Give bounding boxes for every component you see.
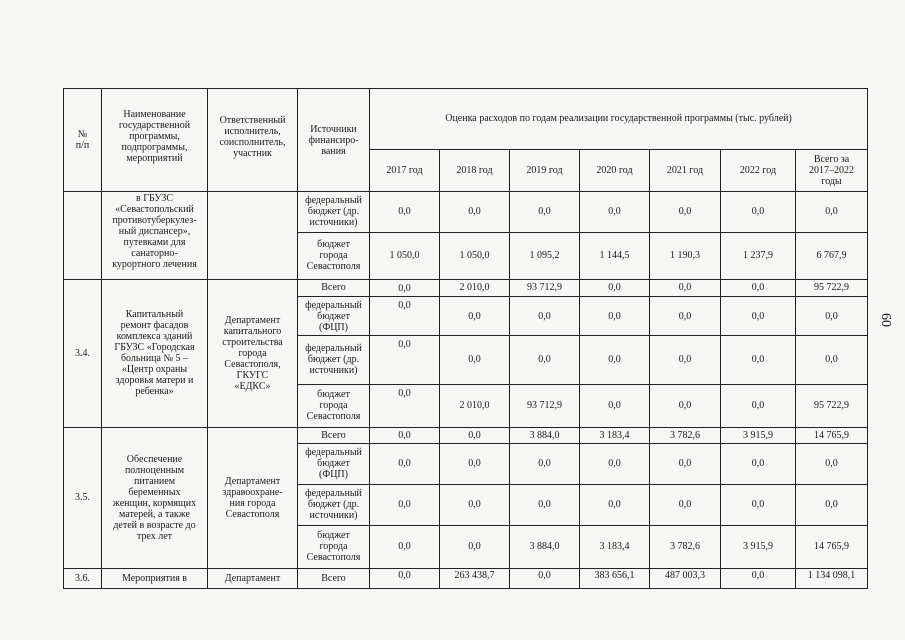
value-cell: 0,0: [370, 192, 440, 233]
value-cell: 3 884,0: [510, 427, 580, 443]
source-cell: Всего: [298, 568, 370, 589]
value-cell: 0,0: [721, 484, 796, 525]
item-num: 3.6.: [64, 568, 102, 589]
value-cell: 3 915,9: [721, 427, 796, 443]
value-cell: 0,0: [721, 297, 796, 336]
value-cell: 0,0: [721, 335, 796, 384]
value-cell: 0,0: [796, 335, 868, 384]
value-cell: 0,0: [510, 568, 580, 589]
page-number: 60: [878, 313, 893, 327]
value-cell: 1 134 098,1: [796, 568, 868, 589]
value-cell: 0,0: [721, 384, 796, 427]
source-cell: федеральный бюджет (ФЦП): [298, 444, 370, 485]
source-cell: бюджет города Севастополя: [298, 525, 370, 568]
value-cell: 0,0: [580, 384, 650, 427]
table-row: [64, 192, 868, 233]
value-cell: 0,0: [370, 297, 440, 336]
header-year-1: 2018 год: [440, 150, 510, 192]
value-cell: 0,0: [510, 192, 580, 233]
value-cell: 0,0: [796, 297, 868, 336]
source-cell: бюджет города Севастополя: [298, 384, 370, 427]
value-cell: 0,0: [510, 444, 580, 485]
source-cell: федеральный бюджет (др. источники): [298, 484, 370, 525]
header-estimate: Оценка расходов по годам реализации государственной программы (тыс. рублей): [370, 89, 868, 150]
value-cell: 95 722,9: [796, 279, 868, 296]
value-cell: 0,0: [721, 279, 796, 296]
value-cell: 0,0: [370, 427, 440, 443]
value-cell: 487 003,3: [650, 568, 721, 589]
header-year-2: 2019 год: [510, 150, 580, 192]
value-cell: 0,0: [721, 568, 796, 589]
value-cell: 0,0: [580, 484, 650, 525]
value-cell: 0,0: [440, 335, 510, 384]
item-responsible: Департамент: [208, 568, 298, 589]
value-cell: 0,0: [510, 335, 580, 384]
value-cell: 3 183,4: [580, 427, 650, 443]
value-cell: 0,0: [580, 297, 650, 336]
value-cell: 0,0: [440, 192, 510, 233]
value-cell: 0,0: [370, 279, 440, 296]
value-cell: 2 010,0: [440, 384, 510, 427]
cont-name: в ГБУЗС «Севастопольский противотуберкулез- ный диспансер», путевками для санаторно- курортного лечения: [102, 192, 208, 280]
value-cell: 0,0: [510, 484, 580, 525]
value-cell: 0,0: [796, 192, 868, 233]
header-responsible: Ответственный исполнитель, соисполнитель, участник: [208, 89, 298, 192]
value-cell: 1 050,0: [440, 232, 510, 279]
value-cell: 263 438,7: [440, 568, 510, 589]
header-num: № п/п: [64, 89, 102, 192]
cont-num: [64, 192, 102, 280]
value-cell: 1 050,0: [370, 232, 440, 279]
value-cell: 3 782,6: [650, 427, 721, 443]
item-name: Капитальный ремонт фасадов комплекса зданий ГБУЗС «Городская больница № 5 – «Центр охраны здоровья матери и ребенка»: [102, 279, 208, 427]
value-cell: 95 722,9: [796, 384, 868, 427]
value-cell: 0,0: [370, 384, 440, 427]
cont-responsible: [208, 192, 298, 280]
table-row: [64, 568, 868, 589]
source-cell: Всего: [298, 279, 370, 296]
value-cell: 14 765,9: [796, 427, 868, 443]
value-cell: 0,0: [650, 192, 721, 233]
value-cell: 1 237,9: [721, 232, 796, 279]
source-cell: федеральный бюджет (др. источники): [298, 192, 370, 233]
value-cell: 0,0: [650, 297, 721, 336]
value-cell: 383 656,1: [580, 568, 650, 589]
item-name: Мероприятия в: [102, 568, 208, 589]
value-cell: 0,0: [580, 279, 650, 296]
header-year-3: 2020 год: [580, 150, 650, 192]
item-name: Обеспечение полноценным питанием беременных женщин, кормящих матерей, а также детей в возрасте до трех лет: [102, 427, 208, 568]
value-cell: 0,0: [721, 444, 796, 485]
value-cell: 0,0: [650, 335, 721, 384]
value-cell: 93 712,9: [510, 279, 580, 296]
value-cell: 1 095,2: [510, 232, 580, 279]
value-cell: 0,0: [650, 484, 721, 525]
value-cell: 3 183,4: [580, 525, 650, 568]
value-cell: 0,0: [370, 335, 440, 384]
value-cell: 0,0: [796, 484, 868, 525]
value-cell: 6 767,9: [796, 232, 868, 279]
value-cell: 1 144,5: [580, 232, 650, 279]
header-year-0: 2017 год: [370, 150, 440, 192]
source-cell: федеральный бюджет (ФЦП): [298, 297, 370, 336]
header-year-4: 2021 год: [650, 150, 721, 192]
source-cell: Всего: [298, 427, 370, 443]
value-cell: 3 884,0: [510, 525, 580, 568]
item-num: 3.5.: [64, 427, 102, 568]
header-name: Наименование государственной программы, подпрограммы, мероприятий: [102, 89, 208, 192]
budget-table: [63, 88, 868, 589]
value-cell: 3 915,9: [721, 525, 796, 568]
value-cell: 0,0: [440, 484, 510, 525]
value-cell: 0,0: [370, 444, 440, 485]
value-cell: 0,0: [370, 525, 440, 568]
value-cell: 0,0: [650, 384, 721, 427]
item-responsible: Департамент капитального строительства города Севастополя, ГКУГС «ЕДКС»: [208, 279, 298, 427]
table-row: [64, 279, 868, 296]
value-cell: 0,0: [796, 444, 868, 485]
value-cell: 3 782,6: [650, 525, 721, 568]
table-row: [64, 427, 868, 443]
item-responsible: Департамент здравоохране- ния города Севастополя: [208, 427, 298, 568]
table-row: [64, 89, 868, 150]
value-cell: 0,0: [440, 297, 510, 336]
value-cell: 0,0: [510, 297, 580, 336]
header-year-6: Всего за 2017–2022 годы: [796, 150, 868, 192]
source-cell: федеральный бюджет (др. источники): [298, 335, 370, 384]
value-cell: 0,0: [580, 335, 650, 384]
source-cell: бюджет города Севастополя: [298, 232, 370, 279]
value-cell: 0,0: [370, 568, 440, 589]
value-cell: 0,0: [721, 192, 796, 233]
value-cell: 0,0: [370, 484, 440, 525]
value-cell: 93 712,9: [510, 384, 580, 427]
value-cell: 0,0: [650, 444, 721, 485]
value-cell: 14 765,9: [796, 525, 868, 568]
header-year-5: 2022 год: [721, 150, 796, 192]
value-cell: 0,0: [440, 525, 510, 568]
header-sources: Источники финансиро- вания: [298, 89, 370, 192]
value-cell: 0,0: [650, 279, 721, 296]
value-cell: 0,0: [440, 427, 510, 443]
value-cell: 0,0: [580, 192, 650, 233]
value-cell: 2 010,0: [440, 279, 510, 296]
value-cell: 1 190,3: [650, 232, 721, 279]
item-num: 3.4.: [64, 279, 102, 427]
value-cell: 0,0: [440, 444, 510, 485]
value-cell: 0,0: [580, 444, 650, 485]
